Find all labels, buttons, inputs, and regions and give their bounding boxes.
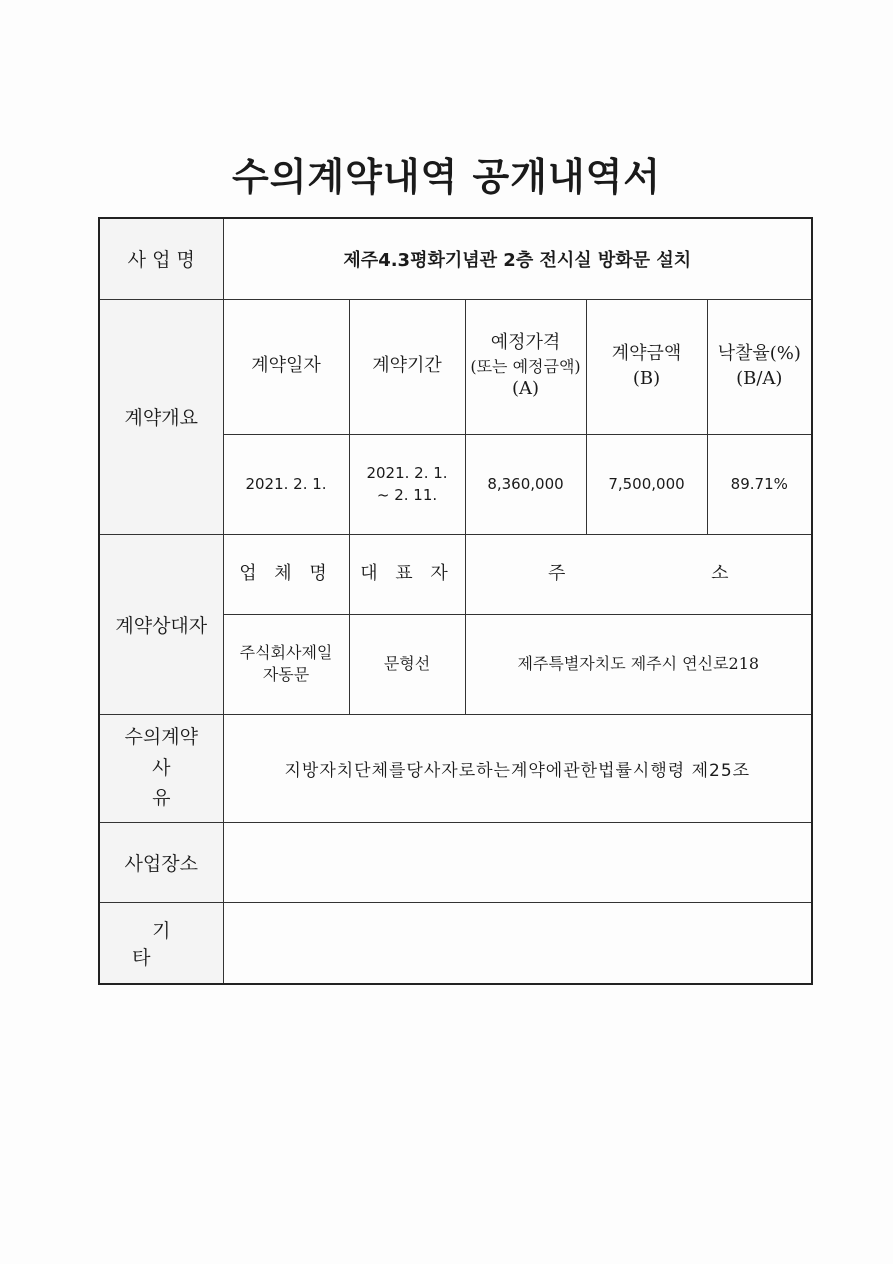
representative-header: 대 표 자: [349, 534, 465, 614]
contract-date-header: 계약일자: [223, 299, 349, 434]
bid-rate-header-line2: (B/A): [736, 367, 783, 389]
estimated-price-header: [465, 299, 586, 434]
summary-header-row: [99, 299, 812, 434]
estimated-price-header-line3: (A): [511, 378, 540, 400]
estimated-price-value: 8,360,000: [465, 434, 586, 534]
other-value: [223, 902, 812, 984]
project-name-value: 제주4.3평화기념관 2층 전시실 방화문 설치: [223, 218, 812, 299]
address-value: 제주특별자치도 제주시 연신로218: [465, 614, 812, 714]
contract-period-header: 계약기간: [349, 299, 465, 434]
project-name-row: [99, 218, 812, 299]
contract-amount-header: [586, 299, 707, 434]
contract-disclosure-table: [98, 217, 813, 985]
address-header: [465, 534, 812, 614]
contract-date-value: 2021. 2. 1.: [223, 434, 349, 534]
other-row: [99, 902, 812, 984]
contract-summary-label: 계약개요: [99, 299, 223, 534]
reason-label-line2: 사 유: [152, 756, 201, 810]
work-site-row: [99, 822, 812, 902]
company-name-line1: 주식회사제일: [239, 642, 333, 662]
contract-party-label: 계약상대자: [99, 534, 223, 714]
company-name-line2: 자동문: [262, 665, 310, 684]
contract-period-end: ~ 2. 11.: [376, 486, 438, 504]
project-name-label: [99, 218, 223, 299]
reason-label-line1: 수의계약: [124, 726, 198, 749]
work-site-value: [223, 822, 812, 902]
reason-row: [99, 714, 812, 822]
address-header-text: 주 소: [548, 562, 799, 584]
other-label: [99, 902, 223, 984]
contract-period-value: [349, 434, 465, 534]
work-site-label: 사업장소: [99, 822, 223, 902]
project-name-label-text: 사 업 명: [127, 249, 195, 272]
page-title: 수의계약내역 공개내역서: [231, 155, 662, 199]
estimated-price-header-line2: (또는 예정금액): [470, 356, 581, 376]
company-name-value: [223, 614, 349, 714]
other-label-text: 기 타: [132, 919, 211, 969]
contract-amount-header-line2: (B): [632, 367, 661, 389]
bid-rate-header: [707, 299, 812, 434]
reason-label: [99, 714, 223, 822]
reason-value: 지방자치단체를당사자로하는계약에관한법률시행령 제25조: [223, 714, 812, 822]
party-header-row: [99, 534, 812, 614]
bid-rate-header-line1: 낙찰율(%): [717, 343, 801, 365]
estimated-price-header-line1: 예정가격: [490, 332, 561, 354]
representative-value: 문형선: [349, 614, 465, 714]
contract-amount-header-line1: 계약금액: [611, 343, 682, 365]
company-name-header: 업 체 명: [223, 534, 349, 614]
contract-amount-value: 7,500,000: [586, 434, 707, 534]
contract-period-start: 2021. 2. 1.: [366, 463, 448, 482]
bid-rate-value: 89.71%: [707, 434, 812, 534]
